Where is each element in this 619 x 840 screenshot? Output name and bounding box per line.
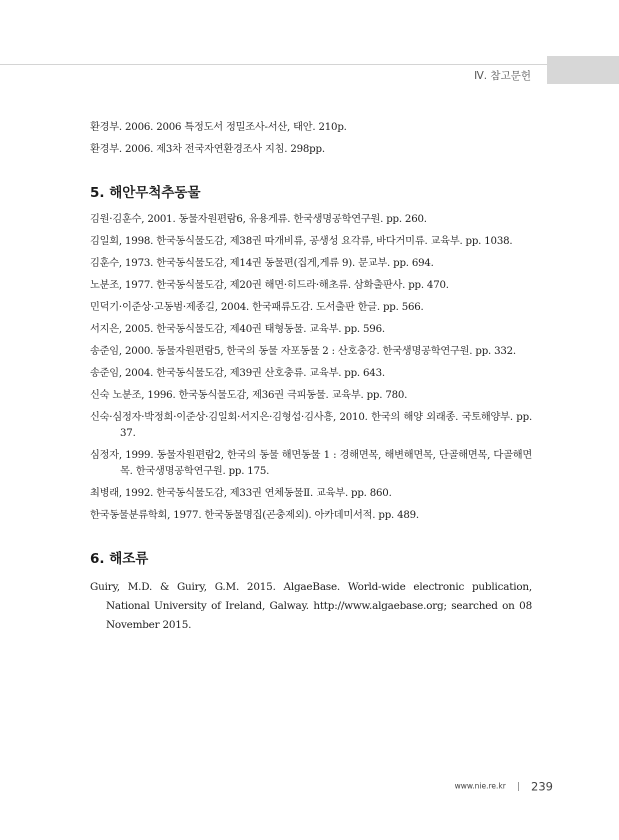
reference-entry: 김일회, 1998. 한국동식물도감, 제38권 따개비류, 공생성 요각류, 바다거미류. 교육부. pp. 1038. bbox=[90, 236, 513, 247]
chapter-label: Ⅳ. 참고문헌 bbox=[474, 70, 531, 82]
reference-entry: Guiry, M.D. & Guiry, G.M. 2015. AlgaeBase. World-wide electronic publication, National University of Ireland, Galway. http://www.algaebase.org; searched on 08 November 2015. bbox=[90, 581, 532, 631]
chapter-tab-marker bbox=[547, 56, 619, 84]
reference-list-marine-invertebrates bbox=[90, 212, 532, 524]
section-heading-seaweeds: 6. 해조류 bbox=[90, 551, 149, 567]
reference-entry: 송준임, 2000. 동물자원편람5, 한국의 동물 자포동물 2 : 산호충강. 한국생명공학연구원. pp. 332. bbox=[90, 346, 516, 357]
reference-entry: 최병래, 1992. 한국동식물도감, 제33권 연체동물Ⅱ. 교육부. pp. 860. bbox=[90, 488, 392, 499]
reference-entry: 김원·김훈수, 2001. 동물자원편람6, 유용게류. 한국생명공학연구원. pp. 260. bbox=[90, 214, 427, 225]
reference-entry: 환경부. 2006. 2006 특정도서 정밀조사-서산, 태안. 210p. bbox=[90, 122, 347, 133]
reference-entry: 한국동물분류학회, 1977. 한국동물명집(곤충제외). 아카데미서적. pp. 489. bbox=[90, 510, 419, 521]
reference-entry: 민덕기·이준상·고동범·제종길, 2004. 한국패류도감. 도서출판 한글. pp. 566. bbox=[90, 302, 424, 313]
reference-entry: 송준임, 2004. 한국동식물도감, 제39권 산호충류. 교육부. pp. 643. bbox=[90, 368, 385, 379]
page-header bbox=[0, 0, 619, 84]
reference-entry: 김훈수, 1973. 한국동식물도감, 제14권 동물편(집게,게류 9). 문교부. pp. 694. bbox=[90, 258, 434, 269]
page-number: 239 bbox=[531, 779, 553, 794]
reference-list-seaweeds bbox=[90, 578, 532, 635]
reference-entry: 신숙·심정자·박정희·이준상·김일회·서지은·김형섭·김사흥, 2010. 한국의 해양 외래종. 국토해양부. pp. 37. bbox=[90, 412, 532, 439]
section-heading-marine-invertebrates: 5. 해안무척추동물 bbox=[90, 185, 201, 201]
references-body bbox=[90, 120, 532, 641]
header-rule bbox=[0, 64, 548, 65]
reference-list-top bbox=[90, 120, 532, 158]
reference-entry: 노분조, 1977. 한국동식물도감, 제20권 해면·히드라·해초류. 삼화출판사. pp. 470. bbox=[90, 280, 449, 291]
page-footer bbox=[455, 778, 553, 794]
footer-divider bbox=[518, 782, 519, 791]
reference-entry: 신숙 노분조, 1996. 한국동식물도감, 제36권 극피동물. 교육부. pp. 780. bbox=[90, 390, 408, 401]
reference-entry: 서지은, 2005. 한국동식물도감, 제40권 태형동물. 교육부. pp. 596. bbox=[90, 324, 385, 335]
reference-entry: 심정자, 1999. 동물자원편람2, 한국의 동물 해면동물 1 : 경해면목, 해변해면목, 단골해면목, 다골해면목. 한국생명공학연구원. pp. 175. bbox=[90, 450, 532, 477]
reference-entry: 환경부. 2006. 제3차 전국자연환경조사 지침. 298pp. bbox=[90, 144, 325, 155]
footer-url: www.nie.re.kr bbox=[454, 781, 506, 791]
